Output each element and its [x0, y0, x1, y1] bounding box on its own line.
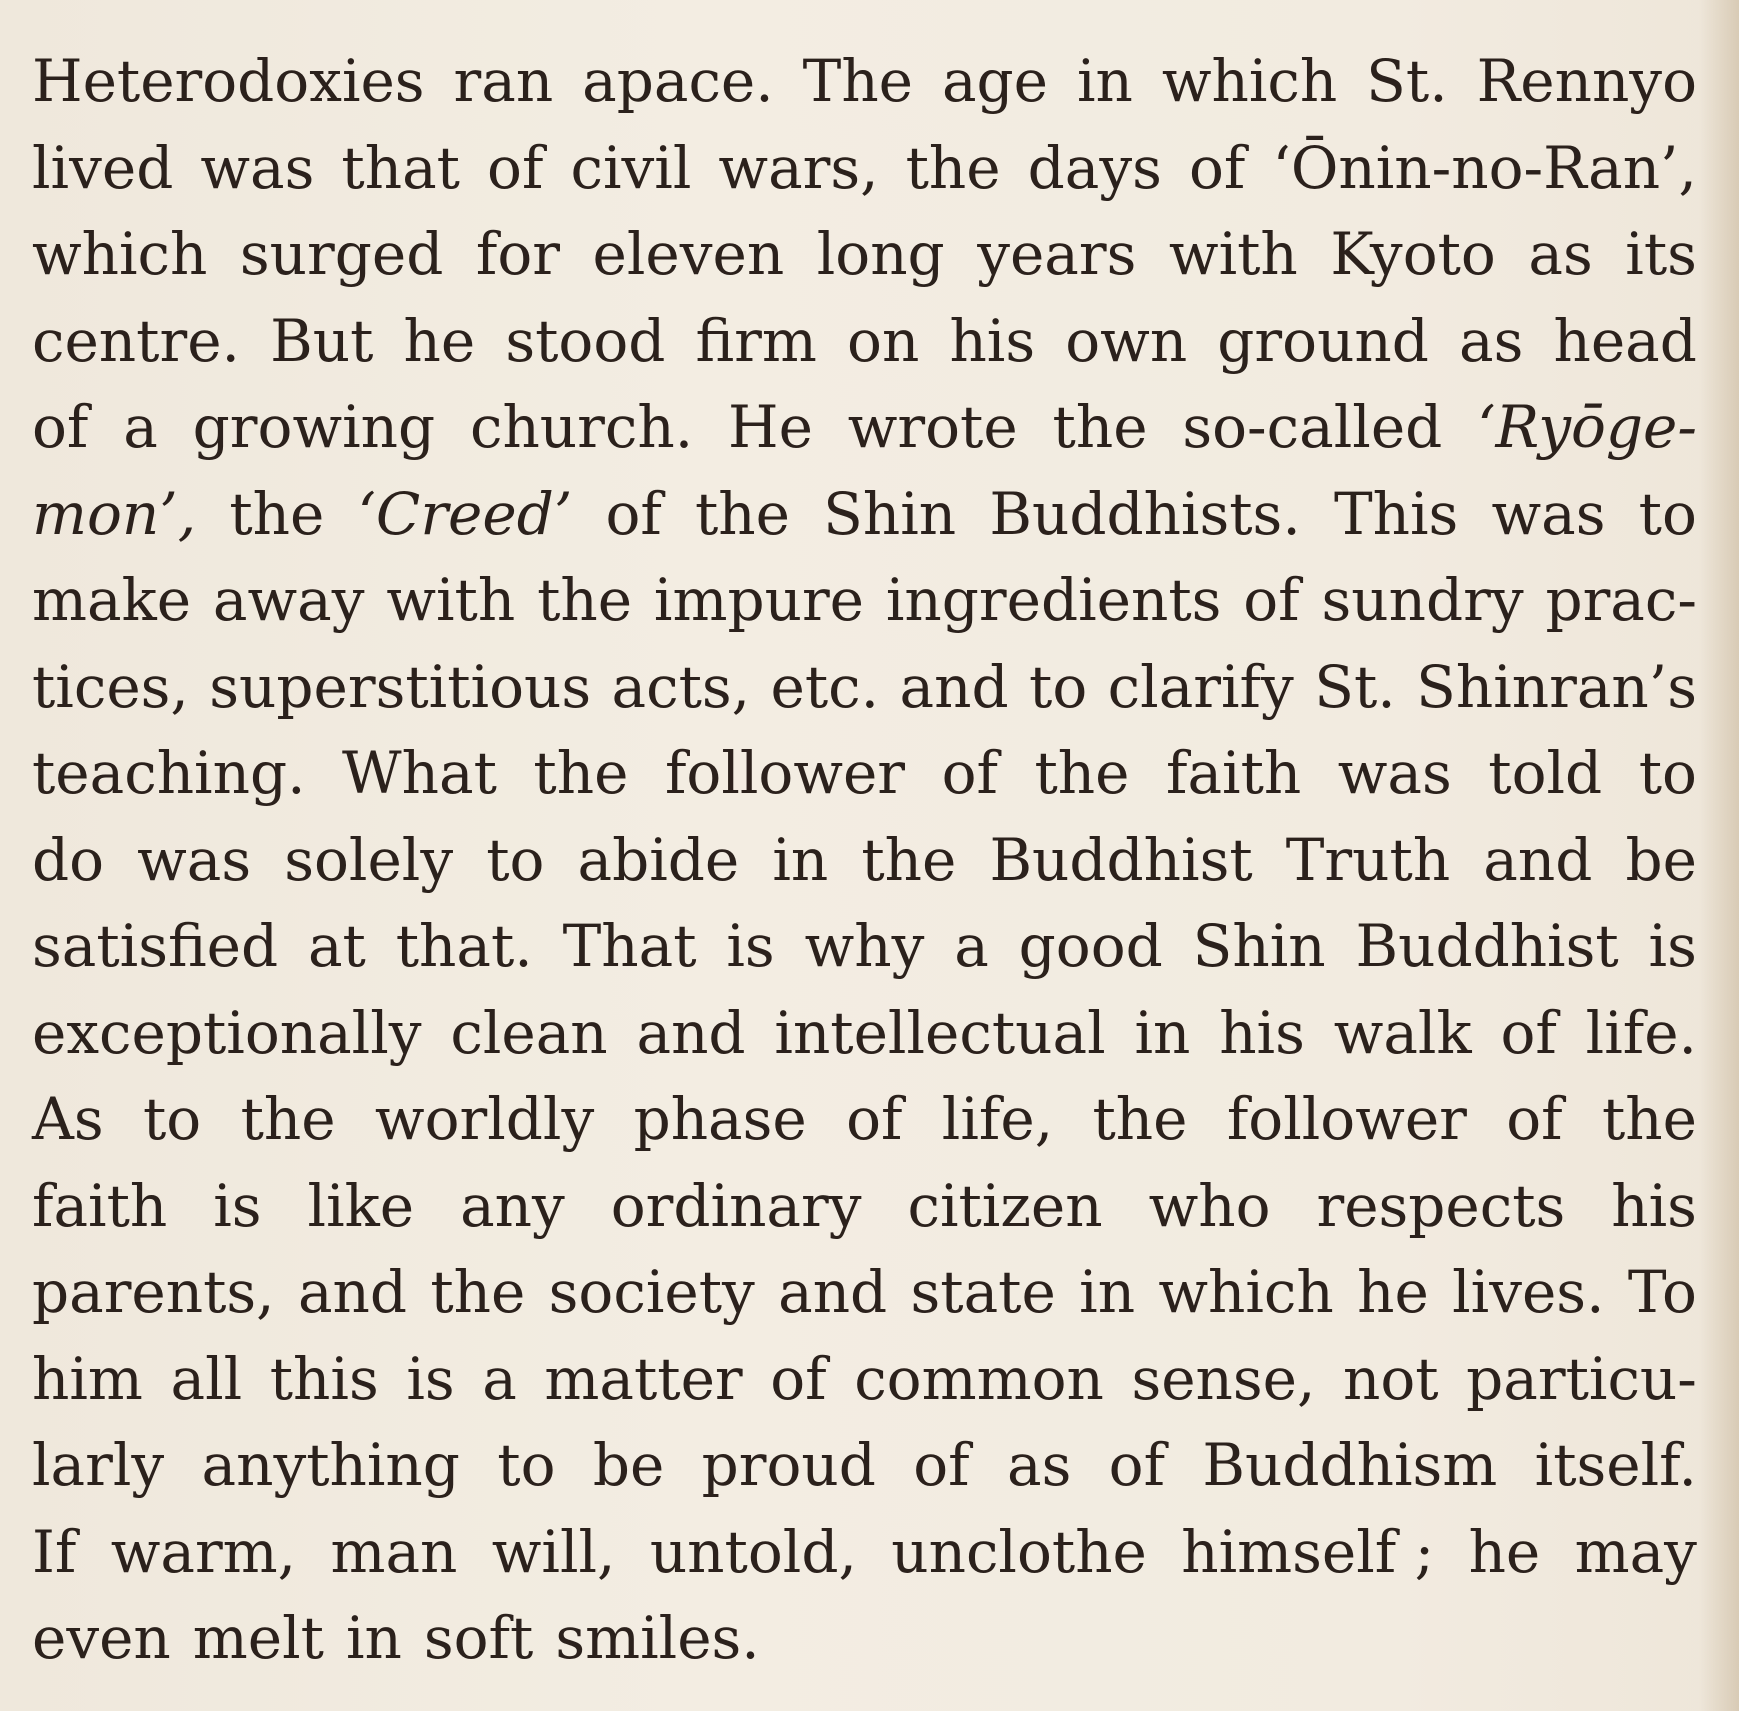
- text-word: Buddhist: [989, 825, 1253, 894]
- text-word: the: [533, 739, 629, 807]
- text-word: his: [1219, 998, 1305, 1067]
- text-word: To: [1627, 1258, 1697, 1326]
- text-word: good: [1018, 912, 1163, 980]
- text-word: apace.: [582, 47, 774, 115]
- text-word: sundry: [1321, 566, 1524, 634]
- text-line: [32, 471, 1697, 558]
- text-word: as: [1006, 1431, 1072, 1499]
- text-word: ran: [453, 47, 554, 115]
- text-word: acts,: [611, 652, 751, 721]
- text-word: to: [497, 1431, 556, 1499]
- text-line: [32, 557, 1697, 644]
- text-word: Buddhism: [1202, 1431, 1498, 1499]
- text-word: society: [548, 1258, 755, 1326]
- text-word: be: [1625, 825, 1697, 894]
- text-line: [32, 817, 1697, 904]
- text-word: and: [297, 1258, 408, 1326]
- text-word: clarify: [1107, 652, 1294, 721]
- text-word: of: [32, 393, 89, 461]
- text-word: with: [386, 566, 516, 634]
- text-word: walk: [1333, 998, 1472, 1067]
- text-word: in: [1079, 1258, 1136, 1326]
- text-word: itself.: [1534, 1431, 1697, 1499]
- text-word: St.: [1366, 47, 1448, 115]
- text-word: anything: [201, 1431, 460, 1499]
- text-word: proud: [701, 1431, 876, 1499]
- text-word: and: [899, 652, 1009, 721]
- text-word: Truth: [1285, 825, 1451, 894]
- text-word: That: [562, 912, 697, 980]
- text-word: particu-: [1466, 1344, 1697, 1413]
- text-word: etc.: [770, 652, 880, 721]
- text-word: solely: [284, 825, 454, 894]
- page-edge-shadow: [1699, 0, 1739, 1711]
- text-word: What: [342, 739, 497, 807]
- text-word: is: [726, 912, 775, 980]
- text-line: [32, 903, 1697, 990]
- text-word: with: [1168, 220, 1298, 288]
- text-word: The: [802, 47, 914, 115]
- text-word: church.: [469, 393, 694, 461]
- text-word: be: [592, 1431, 665, 1499]
- text-line: [32, 1336, 1697, 1423]
- text-word: ‘Creed’: [357, 479, 573, 548]
- text-word: respects: [1316, 1171, 1566, 1240]
- text-word: ordinary: [610, 1171, 862, 1240]
- text-word: lives.: [1452, 1258, 1605, 1326]
- text-word: Buddhists.: [989, 479, 1301, 548]
- text-line: [32, 1509, 1697, 1596]
- text-word: satisfied: [32, 912, 279, 980]
- text-word: of: [1243, 566, 1300, 634]
- text-word: of: [770, 1344, 827, 1413]
- text-line: [32, 211, 1697, 298]
- text-word: him: [32, 1344, 143, 1413]
- text-word: the: [1034, 739, 1130, 807]
- text-word: any: [460, 1171, 565, 1240]
- text-word: untold,: [649, 1517, 857, 1586]
- text-word: was: [137, 825, 252, 894]
- text-word: as: [1459, 306, 1524, 375]
- text-word: the: [695, 479, 790, 548]
- text-line: [32, 384, 1697, 471]
- text-word: prac-: [1545, 566, 1697, 634]
- text-word: which: [1161, 47, 1338, 115]
- text-word: even: [32, 1604, 171, 1672]
- text-word: Shin: [1192, 912, 1326, 980]
- text-word: larly: [32, 1431, 165, 1499]
- text-word: stood: [505, 306, 666, 375]
- text-word: lived: [32, 133, 174, 202]
- text-word: of: [487, 133, 544, 202]
- text-word: teaching.: [32, 739, 306, 807]
- text-word: Rennyo: [1476, 47, 1697, 115]
- text-word: follower: [664, 739, 906, 807]
- text-word: like: [307, 1171, 415, 1240]
- text-line: [32, 730, 1697, 817]
- text-word: age: [941, 47, 1048, 115]
- text-word: Buddhist: [1355, 912, 1619, 980]
- text-word: is: [1648, 912, 1697, 980]
- text-word: smiles.: [555, 1604, 760, 1672]
- text-word: his: [949, 306, 1036, 375]
- text-word: of: [1108, 1431, 1166, 1499]
- text-line: [32, 1249, 1697, 1336]
- text-word: clean: [450, 998, 608, 1067]
- text-word: phase: [633, 1085, 807, 1153]
- text-word: This: [1333, 479, 1459, 548]
- text-word: melt: [192, 1604, 324, 1672]
- text-line: [32, 298, 1697, 385]
- text-word: citizen: [907, 1171, 1103, 1240]
- text-word: a: [954, 912, 989, 980]
- text-word: wrote: [847, 393, 1018, 461]
- text-word: the: [240, 1085, 336, 1153]
- text-word: of: [1506, 1085, 1563, 1153]
- text-word: But: [270, 306, 374, 375]
- text-word: own: [1065, 306, 1188, 375]
- text-word: St.: [1314, 652, 1396, 721]
- text-word: long: [816, 220, 945, 288]
- text-word: exceptionally: [32, 998, 422, 1067]
- text-word: which: [1158, 1258, 1334, 1326]
- text-word: in: [772, 825, 829, 894]
- text-word: Shinran’s: [1416, 652, 1697, 721]
- text-line: [32, 1163, 1697, 1250]
- text-word: so-called: [1182, 393, 1443, 461]
- text-line: [32, 125, 1697, 212]
- text-word: do: [32, 825, 105, 894]
- text-word: that.: [395, 912, 533, 980]
- text-word: was: [1337, 739, 1452, 807]
- text-word: a: [482, 1344, 517, 1413]
- text-word: Kyoto: [1330, 220, 1496, 288]
- text-word: matter: [544, 1344, 743, 1413]
- text-word: years: [977, 220, 1137, 288]
- text-word: growing: [192, 393, 436, 461]
- text-word: told: [1488, 739, 1603, 807]
- text-word: life,: [941, 1085, 1054, 1153]
- text-word: and: [1483, 825, 1593, 894]
- text-word: the: [430, 1258, 526, 1326]
- text-word: himself ;: [1181, 1517, 1435, 1586]
- text-word: in: [1076, 47, 1133, 115]
- text-word: to: [143, 1085, 202, 1153]
- text-word: the: [905, 133, 1001, 202]
- text-word: make: [32, 566, 192, 634]
- text-word: as: [1528, 220, 1593, 288]
- text-word: who: [1148, 1171, 1271, 1240]
- text-word: is: [406, 1344, 455, 1413]
- text-word: eleven: [592, 220, 785, 288]
- text-word: of: [846, 1085, 903, 1153]
- text-word: is: [213, 1171, 262, 1240]
- text-word: follower: [1226, 1085, 1467, 1153]
- text-word: a: [123, 393, 158, 461]
- text-word: days: [1027, 133, 1162, 202]
- text-word: intellectual: [774, 998, 1106, 1067]
- text-word: was: [1491, 479, 1606, 548]
- text-word: in: [1134, 998, 1191, 1067]
- text-word: to: [486, 825, 545, 894]
- text-word: of: [913, 1431, 970, 1499]
- text-word: away: [212, 566, 365, 634]
- text-word: warm,: [110, 1517, 297, 1586]
- text-word: impure: [653, 566, 865, 634]
- text-word: of: [1188, 133, 1246, 202]
- text-word: the: [861, 825, 957, 894]
- text-line: [32, 38, 1697, 125]
- text-word: to: [1638, 479, 1697, 548]
- text-word: soft: [423, 1604, 534, 1672]
- text-word: all: [170, 1344, 243, 1413]
- text-word: ‘Ōnin-no-Ran’,: [1272, 133, 1697, 202]
- text-line: [32, 1076, 1697, 1163]
- text-word: on: [847, 306, 920, 375]
- text-word: state: [910, 1258, 1056, 1326]
- text-word: his: [1611, 1171, 1697, 1240]
- text-word: its: [1625, 220, 1697, 288]
- body-paragraph: [32, 38, 1697, 1682]
- text-word: civil: [570, 133, 692, 202]
- text-word: he: [403, 306, 476, 375]
- text-word: Shin: [823, 479, 957, 548]
- text-word: and: [778, 1258, 888, 1326]
- text-line: [32, 1422, 1697, 1509]
- text-word: this: [269, 1344, 379, 1413]
- text-word: may: [1574, 1517, 1697, 1586]
- text-word: of: [941, 739, 998, 807]
- text-word: centre.: [32, 306, 240, 375]
- text-word: As: [32, 1085, 104, 1153]
- text-word: which: [32, 220, 208, 288]
- text-word: the: [537, 566, 633, 634]
- text-word: life.: [1585, 998, 1697, 1067]
- text-word: He: [728, 393, 813, 461]
- text-word: at: [307, 912, 366, 980]
- text-word: in: [345, 1604, 402, 1672]
- text-word: mon’,: [32, 479, 197, 548]
- text-word: ‘Ryōge-: [1477, 393, 1697, 461]
- text-word: sense,: [1131, 1344, 1316, 1413]
- text-word: superstitious: [209, 652, 592, 721]
- text-word: to: [1638, 739, 1697, 807]
- text-word: the: [1602, 1085, 1697, 1153]
- text-word: the: [1092, 1085, 1188, 1153]
- text-word: If: [32, 1517, 77, 1586]
- text-word: common: [854, 1344, 1104, 1413]
- text-word: head: [1553, 306, 1697, 375]
- text-word: ingredients: [885, 566, 1222, 634]
- text-word: parents,: [32, 1258, 275, 1326]
- text-word: that: [341, 133, 460, 202]
- text-word: man: [330, 1517, 458, 1586]
- text-line: [32, 1595, 1697, 1682]
- text-line: [32, 644, 1697, 731]
- text-line: [32, 990, 1697, 1077]
- text-word: the: [229, 479, 325, 548]
- text-word: firm: [695, 306, 817, 375]
- text-word: ground: [1217, 306, 1429, 375]
- text-word: and: [636, 998, 746, 1067]
- text-word: of: [1500, 998, 1557, 1067]
- text-word: why: [804, 912, 925, 980]
- text-word: was: [200, 133, 315, 202]
- text-word: surged: [239, 220, 444, 288]
- text-word: not: [1342, 1344, 1439, 1413]
- text-word: he: [1357, 1258, 1429, 1326]
- text-word: worldly: [374, 1085, 595, 1153]
- text-word: of: [605, 479, 662, 548]
- text-word: unclothe: [891, 1517, 1147, 1586]
- text-word: faith: [1165, 739, 1302, 807]
- text-word: tices,: [32, 652, 189, 721]
- text-word: abide: [577, 825, 740, 894]
- text-word: faith: [32, 1171, 168, 1240]
- text-word: wars,: [718, 133, 879, 202]
- text-word: will,: [491, 1517, 616, 1586]
- text-word: he: [1468, 1517, 1541, 1586]
- text-word: the: [1052, 393, 1148, 461]
- text-word: for: [475, 220, 561, 288]
- text-word: Heterodoxies: [32, 47, 425, 115]
- text-word: to: [1029, 652, 1088, 721]
